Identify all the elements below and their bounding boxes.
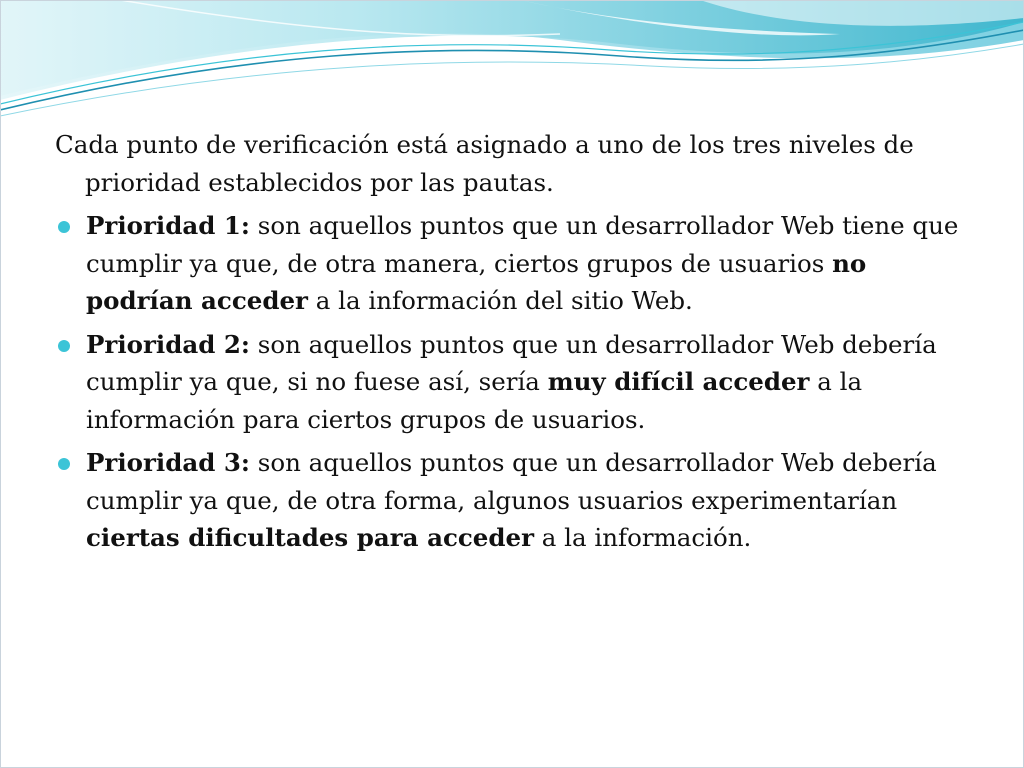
- priority-1-text-a: son aquellos puntos que un desarrollador Web tiene que cumplir ya que, de otra manera, ciertos grupos de usuarios: [86, 211, 959, 278]
- priority-3-text-b: a la información.: [534, 523, 752, 552]
- priority-2-text-a: son aquellos puntos que un desarrollador Web debería cumplir ya que, si no fuese así, sería: [86, 329, 937, 396]
- priority-2-label: Prioridad 2:: [86, 329, 250, 359]
- bullet-priority-2: [55, 326, 970, 439]
- priority-3-label: Prioridad 3:: [86, 448, 250, 477]
- priority-2-emphasis: muy difícil acceder: [547, 367, 810, 396]
- header-wave-decoration: [0, 0, 1024, 120]
- bullet-dot-icon: [58, 340, 70, 352]
- priority-1-emphasis: no podrían acceder: [86, 248, 867, 315]
- slide-body: [55, 126, 970, 557]
- priority-1-label: Prioridad 1:: [86, 211, 250, 240]
- priority-3-text-a: son aquellos puntos que un desarrollador Web debería cumplir ya que, de otra forma, algunos usuarios experimentarían: [86, 448, 937, 515]
- priority-3-emphasis: ciertas dificultades para acceder: [86, 523, 534, 552]
- bullet-dot-icon: [58, 221, 70, 233]
- bullet-priority-3: [55, 444, 970, 557]
- priority-1-text-b: a la información del sitio Web.: [307, 286, 693, 315]
- bullet-dot-icon: [58, 458, 70, 470]
- intro-paragraph: Cada punto de verificación está asignado a uno de los tres niveles de prioridad establecidos por las pautas.: [55, 130, 914, 197]
- priority-2-text-b: a la información para ciertos grupos de usuarios.: [86, 367, 863, 434]
- bullet-priority-1: [55, 207, 970, 320]
